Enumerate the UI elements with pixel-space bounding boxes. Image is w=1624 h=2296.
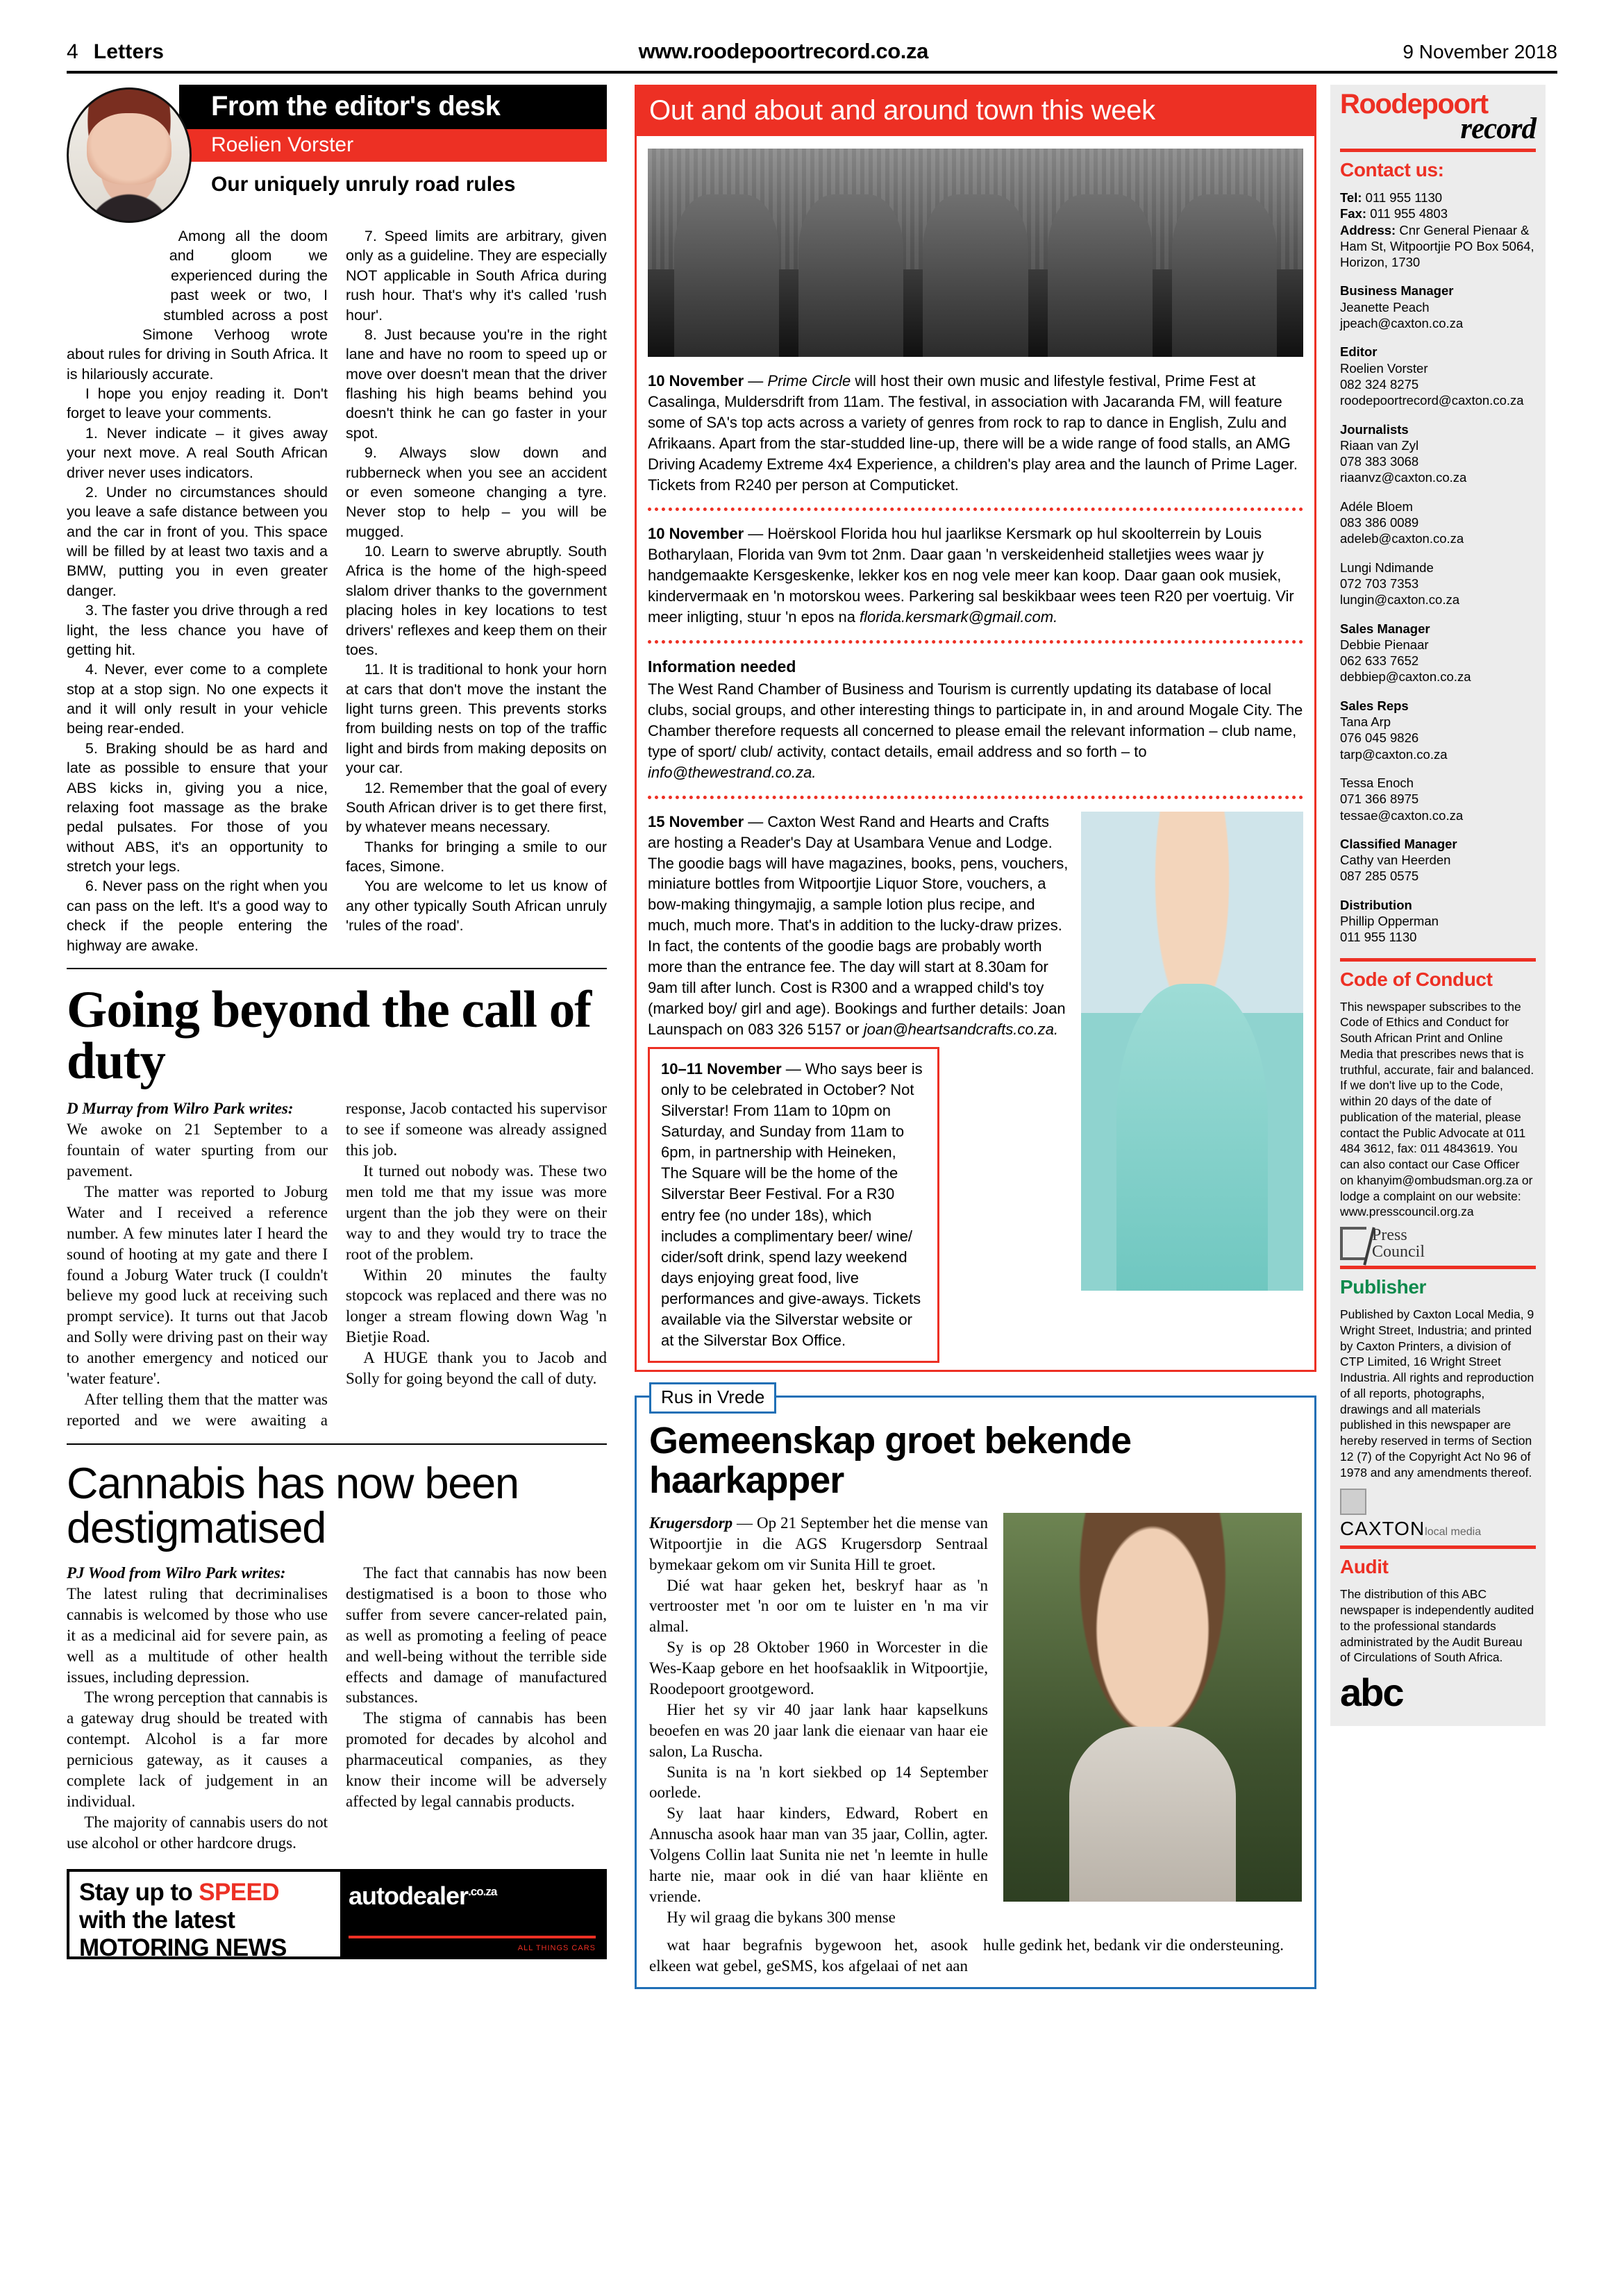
editor-paragraph: I hope you enjoy reading it. Don't forget to leave your comments. bbox=[67, 385, 328, 422]
staff-line: Debbie Pienaar bbox=[1340, 637, 1429, 652]
staff-line: Tessa Enoch bbox=[1340, 775, 1414, 790]
article-divider bbox=[67, 968, 607, 969]
out-and-about-content bbox=[637, 136, 1314, 1370]
rus-in-vrede-continuation bbox=[649, 1935, 1302, 1977]
riv-paragraph: Sy is op 28 Oktober 1960 in Worcester in die Wes-Kaap gebore en het hoofsaaklik in Witpoortjie, Roodepoort grootgeword. bbox=[649, 1639, 988, 1698]
staff-line: adeleb@caxton.co.za bbox=[1340, 531, 1464, 546]
event-dash: — bbox=[744, 372, 768, 389]
sunita-hill-photo bbox=[1003, 1513, 1302, 1902]
editor-paragraph: 6. Never pass on the right when you can pass on the left. It's a good way to check if the people entering the highway are awake. bbox=[67, 878, 328, 954]
editors-desk-kicker: From the editor's desk bbox=[179, 85, 607, 129]
caxton-word: CAXTON bbox=[1340, 1518, 1425, 1540]
press-council-logo bbox=[1340, 1227, 1536, 1260]
staff-entry bbox=[1340, 283, 1536, 331]
ad-line-1 bbox=[79, 1879, 330, 1934]
staff-role: Sales Reps bbox=[1340, 698, 1409, 713]
masthead-rule bbox=[1340, 149, 1536, 152]
cannabis-paragraph: The fact that cannabis has now been destigmatised is a boon to those who suffer from severe cancer-related pain, as well as promoting a feeling of peace and well-being without the terrible side effects and damage of manufactured substances. bbox=[346, 1564, 607, 1707]
beer-fest-body: Who says beer is only to be celebrated in October? Not Silverstar! From 11am to 10pm on Saturday, and Sunday from 11am to 6pm, in partnership with Heineken, The Square will be the home of the Silverstar Beer Festival. For a R30 entry fee (no under 18s), which includes a complimentary beer/ wine/ cider/soft drink, spend lazy weekend days enjoying great food, live performances and give-aways. Tickets available via the Silverstar website or at the Silverstar Box Office. bbox=[661, 1059, 923, 1350]
ad-tagline: ALL THINGS CARS bbox=[517, 1943, 596, 1952]
photo-figure bbox=[1048, 194, 1153, 357]
staff-line: debbiep@caxton.co.za bbox=[1340, 669, 1471, 685]
editor-paragraph: You are welcome to let us know of any other typically South African unruly 'rules of the road'. bbox=[346, 878, 607, 935]
masthead-logo-line2: record bbox=[1460, 112, 1536, 145]
staff-entry bbox=[1340, 775, 1536, 823]
staff-role: Classified Manager bbox=[1340, 836, 1457, 851]
code-of-conduct-body: This newspaper subscribes to the Code of Ethics and Conduct for South African Print and Online Media that prescribes news that is truthful, accurate, fair and balanced. If we don't live up to the Code, within 20 days of the date of publication of the material, please contact the Public Advocate at 011 484 3612, fax: 011 4843619. You can also contact our Case Officer on khanyim@ombudsman.org.za or lodge a complaint on our website: www.presscouncil.org.za bbox=[1340, 999, 1534, 1219]
portrait-text-wrap bbox=[67, 226, 171, 330]
info-needed-email: info@thewestrand.co.za. bbox=[648, 763, 817, 781]
riv-paragraph: Hy wil graag die bykans 300 mense bbox=[667, 1908, 896, 1926]
event-body: will host their own music and lifestyle festival, Prime Fest at Casalinga, Muldersdrift from 11am. The festival, in association with Jacaranda FM, will feature some of SA's top acts across a variety of genres from rock to rap to dance in English, Zulu and Afrikaans. Apart from the star-studded line-up, there will be a wide range of food stalls, an AMG Driving Academy Extreme 4x4 Experience, a children's play area and the launch of Prime Lager. Tickets from R240 per person at Computicket. bbox=[648, 372, 1298, 494]
column-left bbox=[67, 85, 622, 1959]
event-item bbox=[648, 523, 1303, 628]
staff-line: jpeach@caxton.co.za bbox=[1340, 316, 1464, 331]
duty-paragraph: Within 20 minutes the faulty stopcock was replaced and there was no longer a stream flowing down Wag 'n Bietjie Road. bbox=[346, 1266, 607, 1346]
staff-role: Distribution bbox=[1340, 897, 1412, 912]
headline-haarkapper: Gemeenskap groet bekende haarkapper bbox=[649, 1420, 1131, 1502]
dotted-divider bbox=[648, 796, 1303, 799]
ad-brand-logo bbox=[349, 1882, 596, 1911]
dateline-dash: — bbox=[733, 1514, 757, 1532]
audit-body: The distribution of this ABC newspaper is independently audited to the professional standards administrated by the Audit Bureau of Circulations of South Africa. bbox=[1340, 1587, 1534, 1665]
article-divider bbox=[67, 1443, 607, 1445]
tel-value: 011 955 1130 bbox=[1365, 190, 1443, 205]
editor-paragraph: 5. Braking should be as hard and late as possible to ensure that your ABS kicks in, giving you a nice, relaxing foot massage as the brake pedal pulsates. For those of you without ABS, it's an opportunity to stretch your legs. bbox=[67, 739, 328, 875]
editors-desk-section bbox=[67, 85, 607, 224]
duty-paragraph: It turned out nobody was. These two men told me that my issue was more urgent than the job they were on their way to and they would try to trace the root of the problem. bbox=[346, 1162, 607, 1263]
duty-paragraph: A HUGE thank you to Jacob and Solly for going beyond the call of duty. bbox=[346, 1349, 607, 1387]
staff-role: Business Manager bbox=[1340, 283, 1454, 299]
abc-logo: abc bbox=[1340, 1670, 1403, 1715]
caxton-subword: local media bbox=[1425, 1526, 1482, 1539]
staff-entry bbox=[1340, 698, 1536, 762]
press-council-line1: Press bbox=[1372, 1226, 1407, 1245]
event-body: Hoërskool Florida hou hul jaarlikse Kersmark op hul skoolterrein by Louis Botharylaan, Florida van 9vm tot 2nm. Daar gaan 'n verskeidenheid stalletjies wees waar jy handgemaakte Kersgeskenke, lekker kos en nog vele meer kan koop. Daar gaan ook musiek, kindervermaak en 'n motorskou wees. Parkering sal beskikbaar wees teen R20 per voertuig. Vir meer inligting, stuur 'n epos na bbox=[648, 525, 1294, 626]
riv-paragraph: Hier het sy vir 40 jaar lank haar kapselkuns beoefen en was 20 jaar lank die eienaar van haar eie salon, La Ruscha. bbox=[649, 1700, 988, 1760]
caxton-logo bbox=[1340, 1489, 1536, 1540]
headline-going-beyond: Going beyond the call of duty bbox=[67, 980, 592, 1091]
publisher-heading: Publisher bbox=[1340, 1276, 1426, 1298]
out-and-about-title: Out and about and around town this week bbox=[637, 87, 1314, 136]
event-dash: — bbox=[744, 812, 768, 830]
dateline-place: Krugersdorp bbox=[649, 1514, 733, 1532]
contact-details bbox=[1340, 190, 1536, 270]
address-label: Address: bbox=[1340, 222, 1396, 237]
dotted-divider bbox=[648, 508, 1303, 511]
rus-in-vrede-box bbox=[635, 1386, 1316, 1989]
column-sidebar bbox=[1330, 85, 1546, 1726]
address-value: Cnr General Pienaar & Ham St, Witpoortjie PO Box 5064, Horizon, 1730 bbox=[1340, 222, 1534, 270]
ad-line-2: MOTORING NEWS bbox=[79, 1934, 287, 1961]
beer-festival-box bbox=[648, 1047, 939, 1364]
staff-entry bbox=[1340, 560, 1536, 608]
staff-line: Roelien Vorster bbox=[1340, 360, 1428, 376]
publisher-body: Published by Caxton Local Media, 9 Wright Street, Industria; and printed by Caxton Printers, a division of CTP Limited, 16 Wright Street Industria. All rights and reproduction of all reports, photographs, drawings and all materials published in this newspaper are hereby reserved in terms of Section 12 (7) of the Copyright Act No 96 of 1978 and any amendments thereof. bbox=[1340, 1307, 1534, 1480]
woman-portrait-photo bbox=[1081, 812, 1303, 1291]
photo-figure bbox=[798, 194, 903, 357]
event-date: 10 November bbox=[648, 372, 744, 389]
rus-in-vrede-tag: Rus in Vrede bbox=[649, 1382, 776, 1414]
contact-heading: Contact us: bbox=[1340, 159, 1444, 181]
duty-paragraph: We awoke on 21 September to a fountain of water spurting from our pavement. bbox=[67, 1121, 328, 1180]
press-council-wordmark bbox=[1372, 1227, 1425, 1260]
duty-paragraph: After telling them that the matter was reported and we were awaiting a response, Jacob contacted his supervisor to see if someone was already assigned this job. bbox=[67, 1100, 607, 1429]
staff-entry bbox=[1340, 344, 1536, 408]
page-number: 4 bbox=[67, 40, 78, 63]
event-email: florida.kersmark@gmail.com. bbox=[860, 608, 1058, 626]
staff-role: Journalists bbox=[1340, 421, 1409, 437]
page-columns bbox=[67, 85, 1557, 1989]
ad-copy bbox=[69, 1872, 340, 1961]
dotted-divider bbox=[648, 640, 1303, 644]
staff-line: 071 366 8975 bbox=[1340, 791, 1419, 807]
staff-line: lungin@caxton.co.za bbox=[1340, 592, 1460, 607]
rus-in-vrede-columns bbox=[649, 1513, 1302, 1928]
staff-line: Cathy van Heerden bbox=[1340, 853, 1451, 868]
ad-word-speed: SPEED bbox=[199, 1878, 279, 1906]
editor-paragraph: Thanks for bringing a smile to our faces, Simone. bbox=[346, 838, 607, 875]
editors-desk-subhead: Our uniquely unruly road rules bbox=[211, 173, 516, 196]
readers-day-body: Caxton West Rand and Hearts and Crafts are hosting a Reader's Day at Usambara Venue and Lodge. The goodie bags will have magazines, books, pens, vouchers, miniature bottles from Witpoortjie Liquor Store, vouchers, a bow-making thingymajig, a sample lotion plus recipe, and much, much more. That's in addition to the lucky-draw prizes. In fact, the contents of the goodie bags are probably worth more than the entrance fee. The day will start at 8.30am for 9am till after lunch. Cost is R300 and a wrapped child's toy (marked boy/ girl and age). Bookings and further details: Joan Launspach on 083 326 5157 or bbox=[648, 812, 1069, 1038]
section-title: Letters bbox=[93, 40, 165, 63]
out-and-about-box bbox=[635, 85, 1316, 1372]
article-cannabis-byline: PJ Wood from Wilro Park writes: bbox=[67, 1564, 286, 1582]
riv-paragraph: Sy laat haar kinders, Edward, Robert en Annuscha asook haar man van 35 jaar, Collin, agter. Volgens Collin laat Sunita nie net 'n leemte in hulle harte nie, maar ook in dié van haar kliënte en vriende. bbox=[649, 1804, 988, 1905]
header-divider bbox=[67, 71, 1557, 74]
staff-role: Sales Manager bbox=[1340, 621, 1430, 636]
editor-paragraph: 8. Just because you're in the right lane and have no room to speed up or move over doesn't mean that the driver flashing his high beams behind you doesn't think he can go faster in your spot. bbox=[346, 326, 607, 442]
cannabis-paragraph: The latest ruling that decriminalises cannabis is welcomed by those who use it as a medicinal aid for severe pain, as well as a multitude of other health issues, including depression. bbox=[67, 1585, 328, 1686]
advertisement-banner[interactable] bbox=[67, 1869, 607, 1959]
event-date: 15 November bbox=[648, 812, 744, 830]
cannabis-paragraph: The stigma of cannabis has been promoted for decades by alcohol and pharmaceutical companies, as they know their income will be adversely affected by legal cannabis products. bbox=[346, 1709, 607, 1810]
fax-value: 011 955 4803 bbox=[1370, 206, 1448, 221]
caxton-square-icon bbox=[1340, 1489, 1366, 1515]
event-dash: — bbox=[744, 525, 768, 543]
press-council-mark-icon bbox=[1340, 1227, 1366, 1260]
staff-line: 072 703 7353 bbox=[1340, 576, 1419, 591]
ad-brand-block bbox=[340, 1872, 604, 1956]
event-dash: — bbox=[781, 1059, 805, 1078]
info-needed-body: The West Rand Chamber of Business and Tourism is currently updating its database of local clubs, social groups, and other interesting things to participate in, in and around Mogale City. The Chamber therefore requests all concerned to please email the relevant information – club name, type of sport/ club/ activity, contact details, email address and so forth – to bbox=[648, 680, 1303, 760]
editor-paragraph: 2. Under no circumstances should you leave a safe distance between you and the car in front of you. This space will be filled by at least two taxis and a BMW, putting you in even greater danger. bbox=[67, 483, 328, 599]
riv-paragraph: Sunita is na 'n kort siekbed op 14 September oorlede. bbox=[649, 1763, 988, 1802]
riv-paragraph: wat haar begrafnis bygewoon het, asook elkeen wat gebel, geSMS, kos afgelaai of net aan hulle gedink het, bedank vir die ondersteuning. bbox=[649, 1936, 1284, 1975]
editor-paragraph: Among all the doom and gloom we experienced during the past week or two, I stumbled across a post Simone Verhoog wrote about rules for driving in South Africa. It is hilariously accurate. bbox=[67, 228, 328, 383]
staff-entry bbox=[1340, 836, 1536, 885]
info-needed-heading: Information needed bbox=[648, 657, 796, 676]
editor-paragraph: 4. Never, ever come to a complete stop at a stop sign. No one expects it and it will only result in your vehicle being rear-ended. bbox=[67, 661, 328, 737]
staff-line: 062 633 7652 bbox=[1340, 653, 1419, 669]
cannabis-paragraph: The wrong perception that cannabis is a gateway drug should be treated with contempt. Alcohol is a far more pernicious gateway, as it causes a complete lack of judgement in an individual. bbox=[67, 1689, 328, 1810]
event-date: 10 November bbox=[648, 525, 744, 543]
staff-line: 083 386 0089 bbox=[1340, 515, 1419, 530]
editors-desk-body bbox=[67, 226, 607, 955]
editor-portrait-photo bbox=[67, 87, 192, 223]
staff-line: Riaan van Zyl bbox=[1340, 437, 1419, 453]
audit-heading: Audit bbox=[1340, 1556, 1389, 1578]
staff-line: tessae@caxton.co.za bbox=[1340, 807, 1464, 823]
ad-brand-auto: auto bbox=[349, 1881, 399, 1910]
editors-desk-header bbox=[179, 85, 607, 200]
info-needed-item bbox=[648, 656, 1303, 783]
staff-line: tarp@caxton.co.za bbox=[1340, 746, 1448, 762]
staff-line: Adéle Bloem bbox=[1340, 498, 1413, 514]
editor-paragraph: 7. Speed limits are arbitrary, given only as a guideline. They are especially NOT applicable in South Africa during rush hour. That's why it's called 'rush hour'. bbox=[346, 228, 607, 324]
band-photo bbox=[648, 149, 1303, 357]
staff-entry bbox=[1340, 897, 1536, 946]
section-rule bbox=[1340, 1545, 1536, 1549]
ad-brand-dealer: dealer bbox=[399, 1881, 469, 1910]
editors-desk-byline: Roelien Vorster bbox=[179, 129, 607, 162]
ad-line1-part-a: Stay up to bbox=[79, 1878, 199, 1906]
press-council-line2: Council bbox=[1372, 1243, 1425, 1262]
staff-line: 082 324 8275 bbox=[1340, 376, 1419, 392]
article-duty-body bbox=[67, 1098, 607, 1430]
event-date: 10–11 November bbox=[661, 1059, 782, 1078]
photo-figure bbox=[1172, 194, 1277, 357]
riv-paragraph: Op 21 September het die mense van Witpoortjie in die AGS Krugersdorp Sentraal bymekaar gekom om vir Sunita Hill te groet. bbox=[649, 1514, 989, 1573]
ad-line1-part-b: with the latest bbox=[79, 1906, 235, 1934]
staff-entry bbox=[1340, 621, 1536, 685]
staff-entry bbox=[1340, 498, 1536, 547]
rus-in-vrede-text bbox=[649, 1513, 988, 1928]
website-url: www.roodepoortrecord.co.za bbox=[638, 39, 928, 63]
staff-line: Phillip Opperman bbox=[1340, 913, 1439, 928]
editor-paragraph: 12. Remember that the goal of every South African driver is to get there first, by whatever means necessary. bbox=[346, 779, 607, 836]
staff-line: 087 285 0575 bbox=[1340, 869, 1419, 884]
tel-label: Tel: bbox=[1340, 190, 1362, 205]
staff-role: Editor bbox=[1340, 344, 1378, 360]
photo-figure bbox=[674, 194, 779, 357]
ad-accent-bar bbox=[349, 1936, 596, 1938]
readers-day-flow bbox=[648, 812, 1303, 1364]
page-header bbox=[67, 39, 1557, 71]
issue-date: 9 November 2018 bbox=[1403, 41, 1557, 62]
code-of-conduct-heading: Code of Conduct bbox=[1340, 968, 1493, 990]
editor-paragraph: 9. Always slow down and rubberneck when you see an accident or even someone changing a tyre. Never stop to help – you will be mugged. bbox=[346, 444, 607, 540]
cannabis-paragraph: The majority of cannabis users do not use alcohol or other hardcore drugs. bbox=[67, 1813, 328, 1852]
editor-paragraph: 10. Learn to swerve abruptly. South Africa is the home of the high-speed slalom driver thanks to the government placing holes in key locations to test drivers' reflexes and keep them on their toes. bbox=[346, 543, 607, 658]
staff-line: 076 045 9826 bbox=[1340, 730, 1419, 746]
event-italic-lead: Prime Circle bbox=[767, 372, 851, 389]
duty-paragraph: The matter was reported to Joburg Water and I received a reference number. A few minutes later I heard the sound of hooting at my gate and there I found a Joburg Water truck (I couldn't believe my good luck at receiving such prompt service). It turns out that Jacob and Solly were driving past on their way to another emergency and noticed our 'water feature'. bbox=[67, 1182, 328, 1387]
staff-line: Jeanette Peach bbox=[1340, 299, 1430, 315]
caxton-wordmark bbox=[1340, 1518, 1536, 1540]
editor-paragraph: 1. Never indicate – it gives away your next move. A real South African driver never uses indicators. bbox=[67, 424, 328, 481]
riv-paragraph: Dié wat haar geken het, beskryf haar as 'n vertrooster met 'n oor om te luister en 'n ma vir almal. bbox=[649, 1576, 988, 1636]
ad-brand-domain: .co.za bbox=[468, 1884, 497, 1898]
masthead-contact-panel bbox=[1330, 85, 1546, 1726]
editor-paragraph: 3. The faster you drive through a red light, the less chance you have of getting hit. bbox=[67, 602, 328, 658]
photo-figure bbox=[923, 194, 1028, 357]
headline-cannabis: Cannabis has now been destigmatised bbox=[67, 1459, 519, 1552]
staff-line: Tana Arp bbox=[1340, 714, 1391, 730]
fax-label: Fax: bbox=[1340, 206, 1367, 221]
article-cannabis-body bbox=[67, 1563, 607, 1853]
article-duty-byline: D Murray from Wilro Park writes: bbox=[67, 1100, 294, 1118]
readers-day-email: joan@heartsandcrafts.co.za. bbox=[863, 1020, 1059, 1038]
masthead-logo-line1: Roodepoort bbox=[1340, 89, 1488, 119]
column-center bbox=[622, 85, 1330, 1989]
staff-line: roodepoortrecord@caxton.co.za bbox=[1340, 393, 1524, 408]
event-item bbox=[648, 371, 1303, 495]
section-rule bbox=[1340, 958, 1536, 962]
staff-line: 011 955 1130 bbox=[1340, 930, 1417, 945]
staff-line: riaanvz@caxton.co.za bbox=[1340, 470, 1467, 485]
section-rule bbox=[1340, 1266, 1536, 1269]
staff-entry bbox=[1340, 421, 1536, 486]
staff-line: 078 383 3068 bbox=[1340, 454, 1419, 469]
staff-line: Lungi Ndimande bbox=[1340, 560, 1434, 575]
editor-paragraph: 11. It is traditional to honk your horn at cars that don't move the instant the light turns green. This prevents storks from building nests on top of the traffic light and birds from making deposits on your car. bbox=[346, 661, 607, 777]
